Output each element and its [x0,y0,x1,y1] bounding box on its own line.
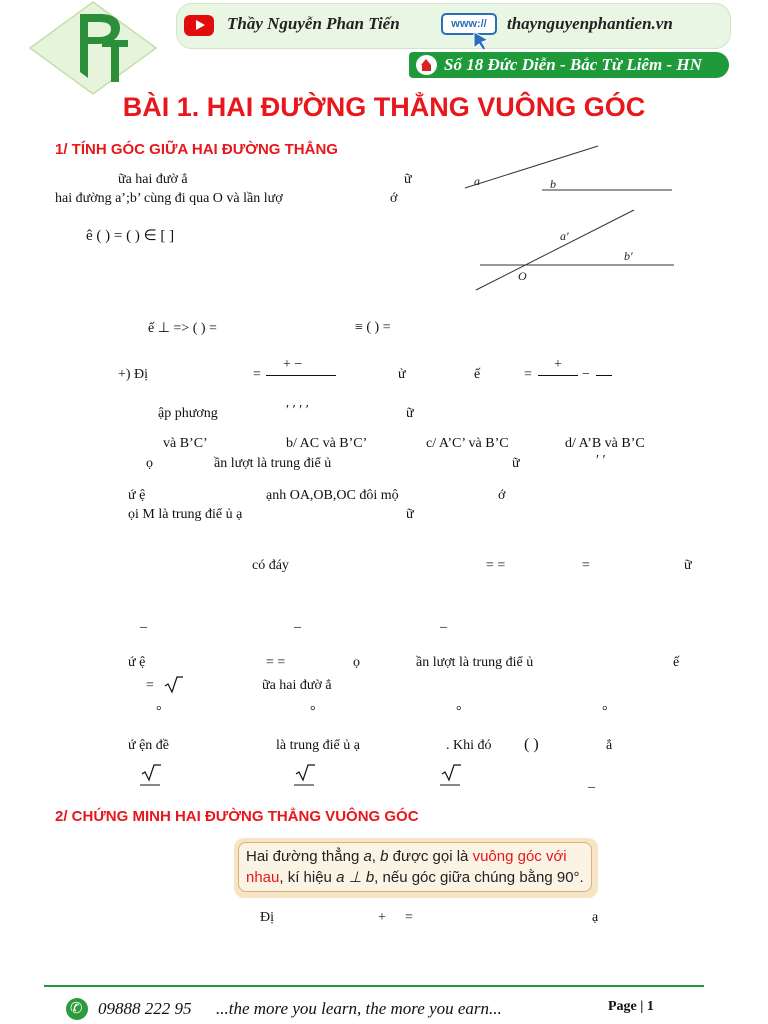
text-line: _ [140,615,147,630]
sqrt-option-b [294,764,316,788]
text-line: ế ⊥ => ( ) = [148,321,217,336]
text-line: _ [588,775,595,790]
text-line: ữa hai đườ ẳ [262,678,332,693]
text-line: + [378,910,386,925]
option-a: và B’C’ [163,436,208,451]
text-line: . Khi đó [446,738,492,753]
label-a: a [474,174,480,188]
text-line: ẳ [606,738,613,753]
page-number: Page | 1 [608,999,654,1014]
text-line: ′ ′ ′ ′ [286,403,309,418]
text-line: là trung điể ủ ạ [276,738,360,753]
degree-option-b: ° [310,704,316,719]
text-line: ế [474,367,481,382]
text-line: có đáy [252,558,289,573]
fraction-bar [596,375,612,376]
text-line: ọ [146,456,153,471]
text-line: ớ [498,488,506,503]
text-line: _ [440,615,447,630]
sqrt-option-a [140,764,162,788]
text-line: ạ [592,910,599,925]
option-d: d/ A’B và B’C [565,436,645,451]
fraction-bar [266,375,336,376]
text-line: _ [294,615,301,630]
text-line: = [253,367,261,382]
text-line: ( ) [524,736,539,753]
definition-text: Hai đường thẳng a, b được gọi là vuông góc với nhau, kí hiệu a ⊥ b, nếu góc giữa chúng bằng 90°. [246,848,584,886]
text-line: ọi M là trung điể ủ ạ [128,507,243,522]
label-b: b [550,177,556,191]
home-icon [416,55,437,75]
cursor-icon [472,30,492,52]
label-b-prime: b′ [624,249,633,263]
text-line: ần lượt là trung điể ủ [416,655,534,670]
section-1-heading: 1/ TÍNH GÓC GIỮA HAI ĐƯỜNG THẲNG [55,141,338,158]
degree-option-a: ° [156,704,162,719]
option-c: c/ A’C’ và B’C [426,436,509,451]
text-line: ọ [353,655,360,670]
text-line: ữ [684,558,692,573]
text-line: ữ [406,406,414,421]
www-icon[interactable]: www:// [441,13,497,35]
angle-figure [440,140,700,300]
degree-option-c: ° [456,704,462,719]
text-line: = [405,910,413,925]
text-line: ữa hai đườ ẳ [118,172,188,187]
text-line: ớ [390,191,398,206]
text-line: = [146,678,154,693]
text-line: = = [266,655,286,670]
text-line: = [524,367,532,382]
text-line: ần lượt là trung điể ủ [214,456,332,471]
text-line: + [554,357,562,372]
label-a-prime: a′ [560,229,569,243]
degree-option-d: ° [602,704,608,719]
text-line: ứ ệ [128,488,146,503]
text-line: ạnh OA,OB,OC đôi mộ [266,488,399,503]
formula-line: ê ( ) = ( ) ∈ [ ] [86,228,175,244]
text-line: = [582,558,590,573]
text-line: ập phương [158,406,218,421]
section-2-heading: 2/ CHỨNG MINH HAI ĐƯỜNG THẲNG VUÔNG GÓC [55,808,419,825]
fraction-bar [538,375,578,376]
youtube-icon[interactable] [184,15,214,36]
text-line: hai đường a’;b’ cùng đi qua O và lần lượ [55,191,283,206]
text-line: ứ ện đề [128,738,170,753]
text-line: = = [486,558,506,573]
text-line: ữ [512,456,520,471]
option-b: b/ AC và B’C’ [286,436,368,451]
text-line: ứ ệ [128,655,146,670]
text-line: ử [398,367,406,382]
teacher-name[interactable]: Thầy Nguyễn Phan Tiến [227,14,400,33]
sqrt-icon [164,676,184,694]
text-line: ế [673,655,680,670]
text-line: ữ [404,172,412,187]
text-line: ữ [406,507,414,522]
text-line: +) Đị [118,367,149,382]
phone-number[interactable]: 09888 222 95 [98,999,192,1018]
text-line: Đị [260,910,274,925]
text-line: − [582,367,590,382]
logo-icon [28,0,158,96]
text-line: ′ ′ [596,453,606,468]
text-line: + − [283,357,303,372]
text-line: ≡ ( ) = [355,320,391,335]
address-text: Số 18 Đức Diễn - Bắc Từ Liêm - HN [444,55,702,74]
page-title: BÀI 1. HAI ĐƯỜNG THẲNG VUÔNG GÓC [122,92,646,122]
footer-divider [44,985,704,987]
website-link[interactable]: thaynguyenphantien.vn [507,14,673,33]
phone-icon [66,998,88,1020]
label-o: O [518,269,527,283]
sqrt-option-c [440,764,462,788]
footer-slogan: ...the more you learn, the more you earn... [216,999,502,1018]
